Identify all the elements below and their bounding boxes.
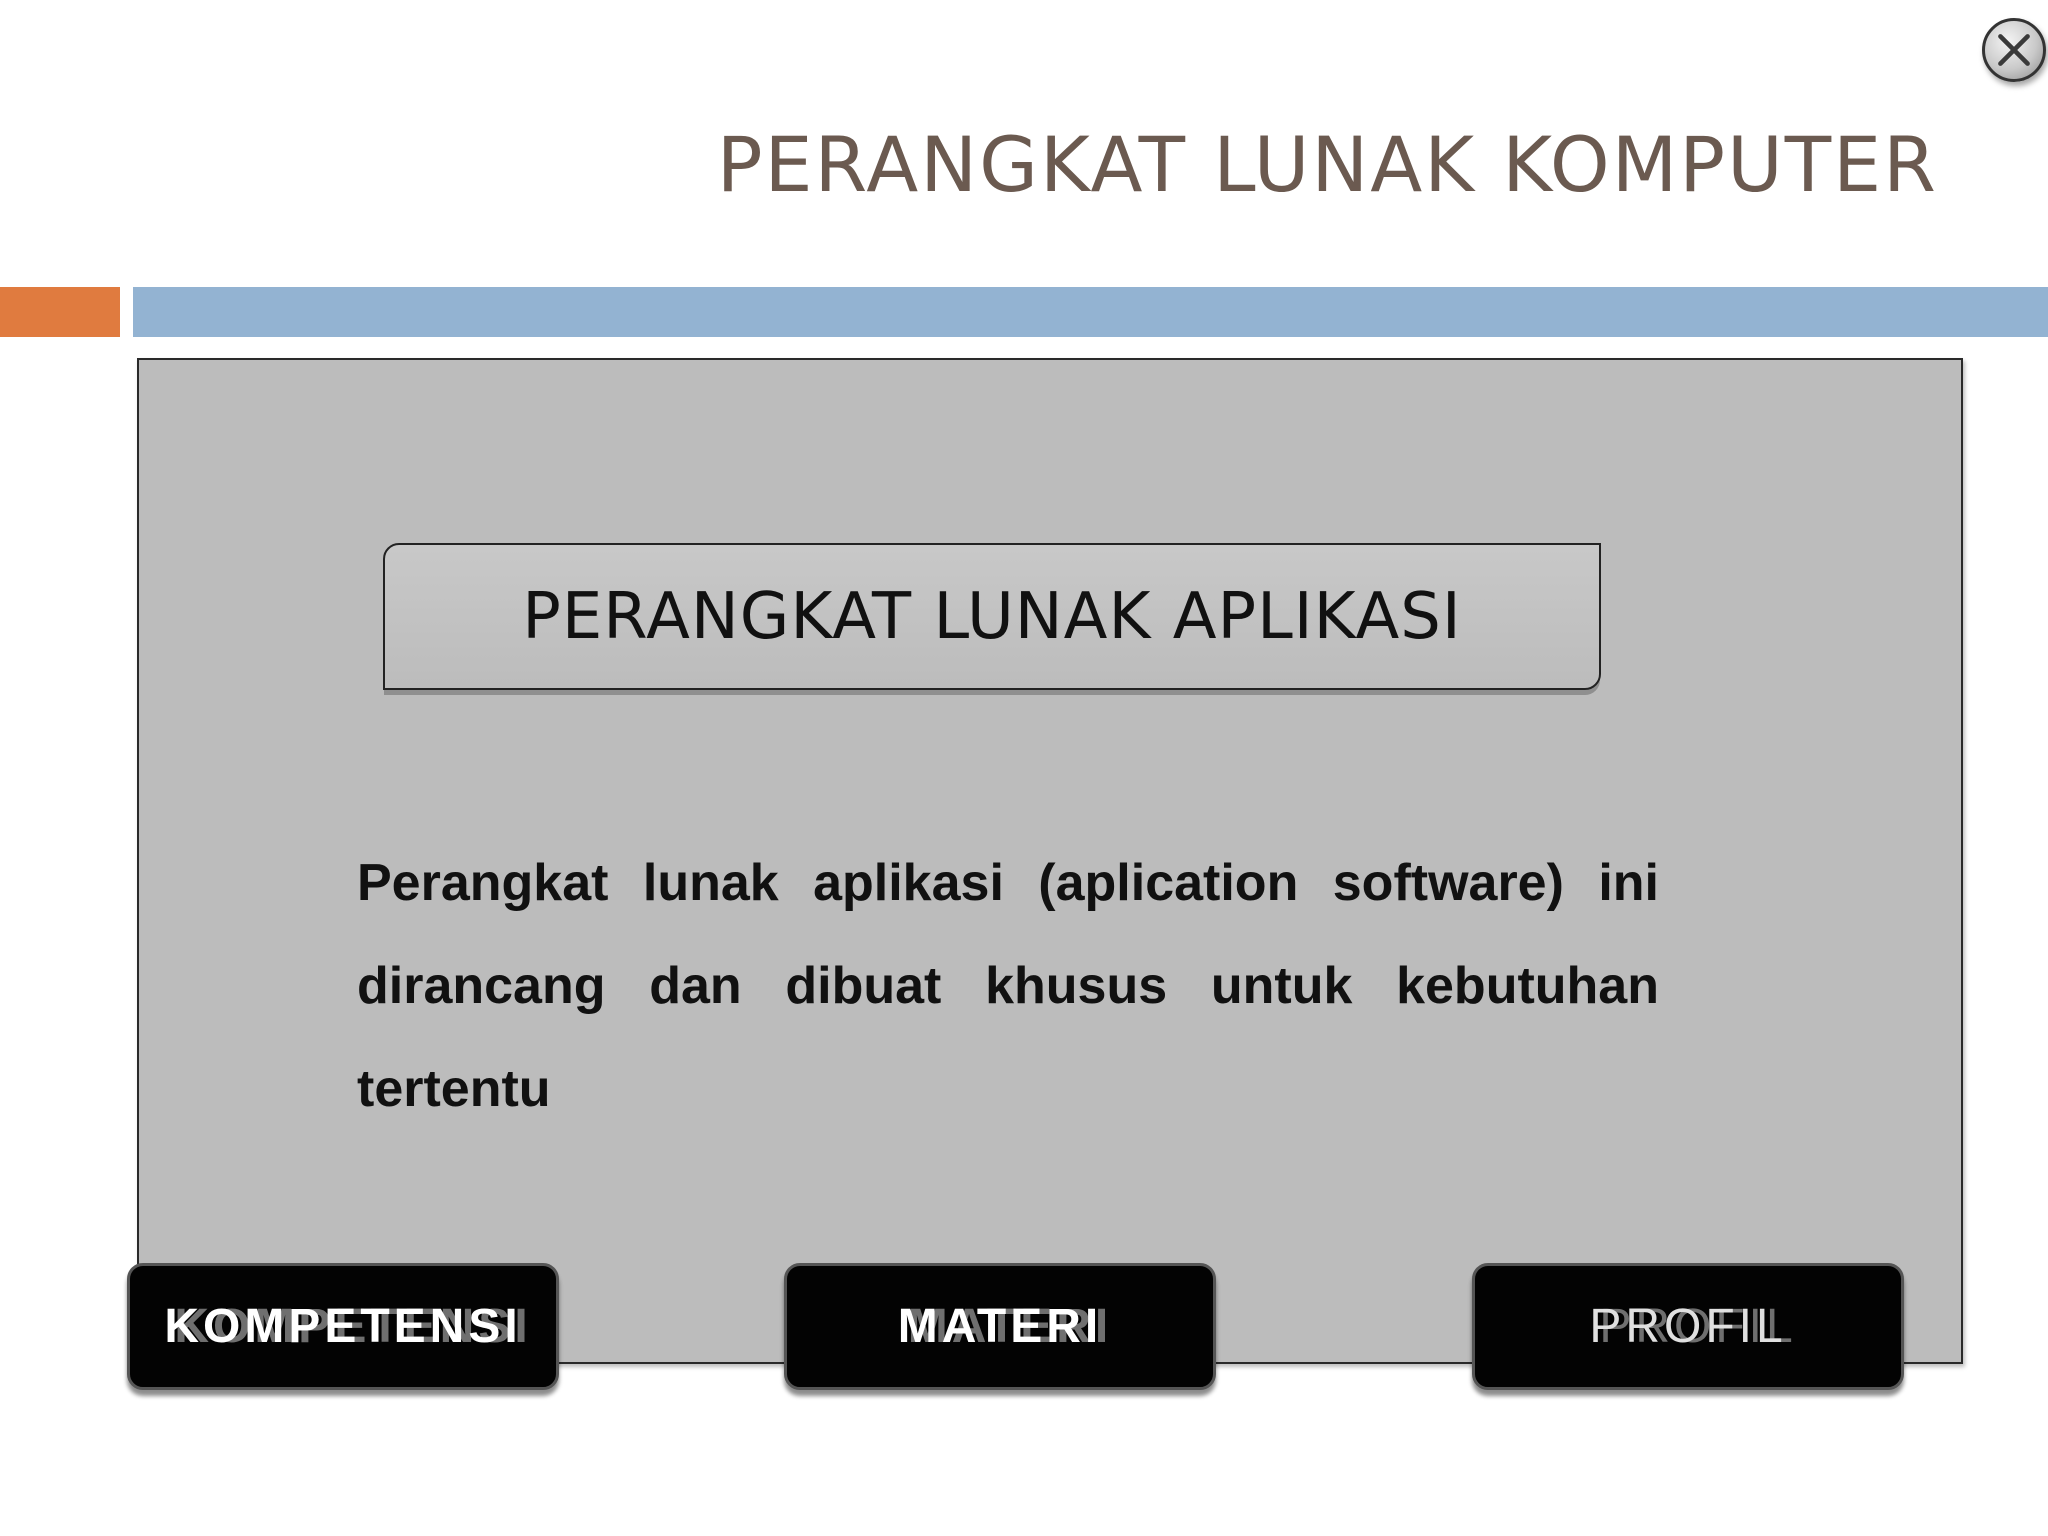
materi-button[interactable] <box>784 1263 1216 1390</box>
accent-bar-orange <box>0 287 120 337</box>
kompetensi-label: KOMPETENSI <box>164 1300 522 1353</box>
close-icon <box>1985 21 2043 79</box>
kompetensi-button[interactable] <box>127 1263 559 1390</box>
subtitle-text: PERANGKAT LUNAK APLIKASI <box>522 579 1462 654</box>
profil-label: PROFIL <box>1589 1300 1787 1353</box>
accent-bar-blue <box>133 287 2048 337</box>
body-text: Perangkat lunak aplikasi (aplication software) ini dirancang dan dibuat khusus untuk kebutuhan tertentu <box>357 854 1659 1118</box>
page-title: PERANGKAT LUNAK KOMPUTER <box>716 120 1938 209</box>
materi-label: MATERI <box>897 1300 1103 1353</box>
close-button[interactable] <box>1982 18 2046 82</box>
profil-button[interactable] <box>1472 1263 1904 1390</box>
subtitle-box <box>383 543 1601 690</box>
